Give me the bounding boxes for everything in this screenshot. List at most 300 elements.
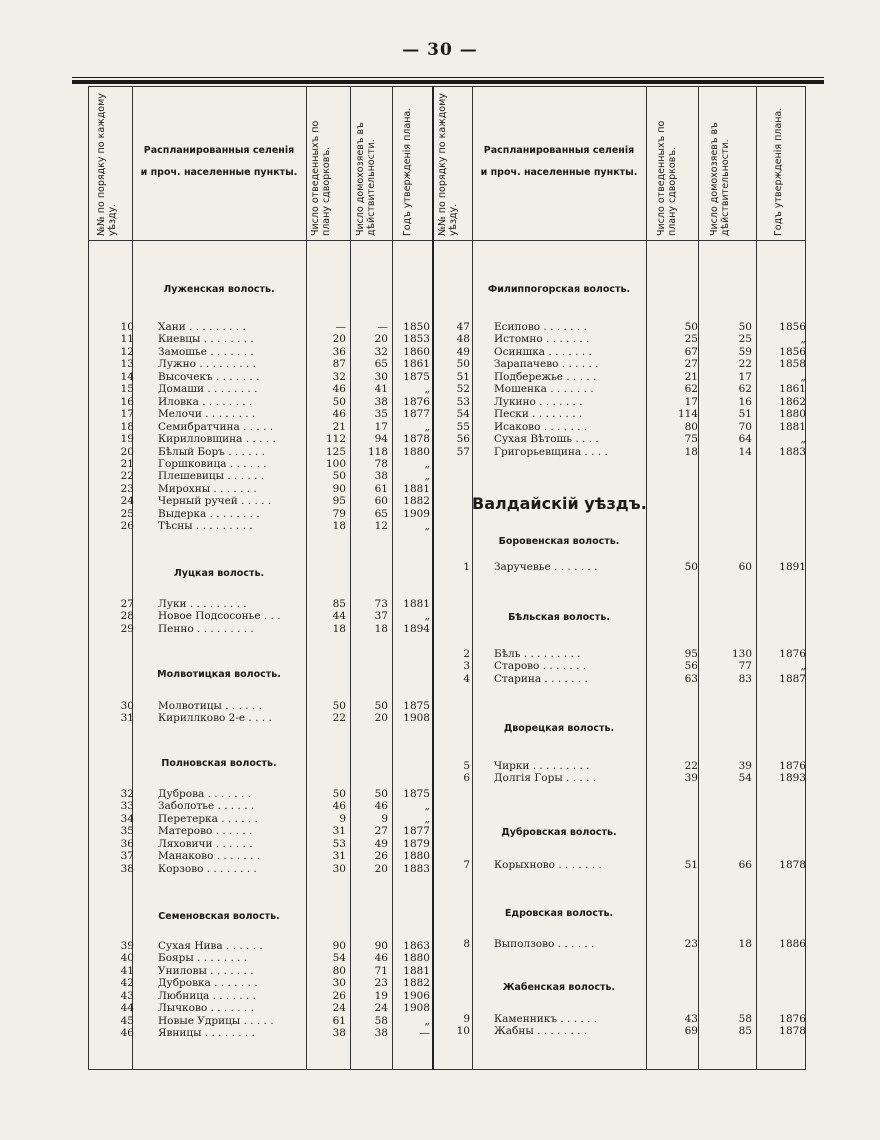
- col-divider: [646, 86, 647, 1070]
- households-count: 51: [738, 408, 752, 421]
- plots-count: 32: [332, 370, 346, 383]
- plots-count: 95: [332, 495, 346, 508]
- households-count: 37: [374, 610, 388, 623]
- row-number: 3: [463, 660, 470, 673]
- settlement-name: Лужно . . . . . . . . .: [158, 358, 256, 371]
- row-number: 2: [463, 648, 470, 660]
- row-number: 54: [456, 408, 470, 421]
- plots-count: 75: [684, 433, 698, 446]
- settlement-name: Горшковица . . . . . .: [158, 457, 267, 470]
- settlement-name: Семибратчина . . . . .: [158, 420, 274, 433]
- households-count: 71: [374, 964, 388, 977]
- row-number: 20: [120, 445, 134, 458]
- plots-count: 25: [684, 333, 698, 346]
- plan-year: 1893: [779, 772, 806, 785]
- settlement-name: Домаши . . . . . . . .: [158, 383, 258, 396]
- col-divider: [698, 86, 699, 1070]
- row-number: 31: [120, 712, 134, 725]
- households-count: 14: [738, 445, 752, 458]
- row-number: 14: [120, 370, 134, 383]
- settlement-name: Выползово . . . . . .: [494, 938, 595, 950]
- settlement-name: Перетерка . . . . . .: [158, 812, 258, 825]
- households-count: 38: [374, 1027, 388, 1040]
- section-title: Дворецкая волость.: [503, 723, 615, 734]
- row-number: 11: [120, 333, 134, 346]
- settlement-name: Заболотье . . . . . .: [158, 800, 255, 813]
- settlement-name: Матерово . . . . . .: [158, 825, 253, 838]
- plan-year: „: [424, 812, 430, 825]
- plan-year: 1881: [403, 482, 430, 495]
- top-rule-thick: [72, 80, 824, 84]
- households-count: 66: [738, 859, 752, 871]
- plan-year: 1876: [403, 395, 430, 408]
- settlement-name: Чирки . . . . . . . . .: [494, 760, 590, 772]
- settlement-name: Луки . . . . . . . . .: [158, 598, 247, 610]
- settlement-name: Черный ручей . . . . .: [158, 495, 272, 508]
- settlement-name: Выдерка . . . . . . . .: [158, 507, 260, 520]
- settlement-name: Плешевицы . . . . . .: [158, 470, 265, 483]
- plan-year: 1909: [403, 507, 430, 520]
- households-count: 59: [738, 345, 752, 358]
- plan-year: —: [419, 1027, 430, 1040]
- settlement-name: Кирилловщина . . . . .: [158, 433, 276, 446]
- households-count: 20: [374, 333, 388, 346]
- row-number: 8: [463, 938, 470, 950]
- plan-year: „: [800, 660, 806, 673]
- households-count: 26: [374, 850, 388, 863]
- plots-count: —: [335, 321, 346, 333]
- header-year: Годъ утвержденія плана.: [402, 107, 413, 236]
- plots-count: 46: [332, 383, 346, 396]
- row-number: 25: [120, 507, 134, 520]
- plots-count: 63: [684, 672, 698, 685]
- households-count: 41: [374, 383, 388, 396]
- row-number: 44: [120, 1002, 134, 1015]
- plan-year: 1875: [403, 700, 430, 712]
- header-year: Годъ утвержденія плана.: [773, 107, 784, 236]
- row-number: 13: [120, 358, 134, 371]
- plots-count: 38: [332, 1027, 346, 1040]
- row-number: 1: [463, 561, 470, 573]
- households-count: 70: [738, 420, 752, 433]
- plan-year: „: [800, 333, 806, 346]
- plots-count: 67: [684, 345, 698, 358]
- settlement-name: Пески . . . . . . . .: [494, 408, 583, 421]
- col-divider: [756, 86, 757, 1070]
- row-number: 10: [456, 1025, 470, 1038]
- plots-count: 44: [332, 610, 346, 623]
- plots-count: 26: [332, 989, 346, 1002]
- row-number: 6: [463, 772, 470, 785]
- settlement-name: Дуброва . . . . . . .: [158, 788, 251, 800]
- row-number: 39: [120, 940, 134, 952]
- plots-count: 21: [332, 420, 346, 433]
- plots-count: 112: [325, 433, 346, 446]
- plots-count: 31: [332, 825, 346, 838]
- plan-year: „: [424, 800, 430, 813]
- settlement-name: Кириллково 2-е . . . .: [158, 712, 272, 725]
- plan-year: „: [424, 457, 430, 470]
- settlement-name: Есипово . . . . . . .: [494, 321, 587, 333]
- plan-year: 1878: [779, 1025, 806, 1038]
- row-number: 34: [120, 812, 134, 825]
- section-title: Семеновская волость.: [158, 911, 280, 922]
- row-number: 21: [120, 457, 134, 470]
- households-count: —: [377, 321, 388, 333]
- settlement-name: Униловы . . . . . . .: [158, 964, 254, 977]
- row-number: 49: [456, 345, 470, 358]
- section-title: Дубровская волость.: [501, 827, 617, 838]
- households-count: 9: [381, 812, 388, 825]
- plan-year: 1850: [403, 321, 430, 333]
- settlement-name: Киевцы . . . . . . . .: [158, 333, 254, 346]
- header-households: Число домохозяевъ въ дѣйствительности.: [709, 122, 731, 236]
- row-number: 15: [120, 383, 134, 396]
- plan-year: 1858: [779, 358, 806, 371]
- plan-year: 1875: [403, 788, 430, 800]
- settlement-name: Зарапачево . . . . . .: [494, 358, 599, 371]
- plots-count: 27: [684, 358, 698, 371]
- plan-year: 1878: [779, 859, 806, 871]
- row-number: 47: [456, 321, 470, 333]
- row-number: 7: [463, 859, 470, 871]
- households-count: 61: [374, 482, 388, 495]
- households-count: 58: [738, 1013, 752, 1025]
- header-names: Распланированныя селенія и проч. населенные пункты.: [140, 145, 298, 178]
- row-number: 4: [463, 672, 470, 685]
- settlement-name: Мелочи . . . . . . . .: [158, 408, 256, 421]
- plan-year: 1853: [403, 333, 430, 346]
- settlement-name: Подбережье . . . . .: [494, 370, 597, 383]
- row-number: 36: [120, 837, 134, 850]
- settlement-name: Григорьевщина . . . .: [494, 445, 608, 458]
- households-count: 90: [374, 940, 388, 952]
- plan-year: 1878: [403, 433, 430, 446]
- settlement-name: Явницы . . . . . . . .: [158, 1027, 255, 1040]
- households-count: 46: [374, 800, 388, 813]
- plan-year: 1877: [403, 408, 430, 421]
- row-number: 38: [120, 862, 134, 875]
- plan-year: 1906: [403, 989, 430, 1002]
- plots-count: 43: [684, 1013, 698, 1025]
- plan-year: „: [424, 383, 430, 396]
- plots-count: 90: [332, 482, 346, 495]
- settlement-name: Исаково . . . . . . .: [494, 420, 588, 433]
- row-number: 24: [120, 495, 134, 508]
- households-count: 18: [374, 622, 388, 635]
- plan-year: 1883: [403, 862, 430, 875]
- row-number: 12: [120, 345, 134, 358]
- plan-year: 1891: [779, 561, 806, 573]
- row-number: 33: [120, 800, 134, 813]
- plots-count: 50: [332, 700, 346, 712]
- row-number: 17: [120, 408, 134, 421]
- settlement-name: Бѣлый Боръ . . . . . .: [158, 445, 265, 458]
- plan-year: 1881: [403, 964, 430, 977]
- households-count: 27: [374, 825, 388, 838]
- plan-year: 1856: [779, 321, 806, 333]
- plan-year: 1875: [403, 370, 430, 383]
- top-rule-thin: [72, 77, 824, 78]
- plan-year: 1886: [779, 938, 806, 950]
- plan-year: „: [424, 520, 430, 533]
- row-number: 42: [120, 977, 134, 990]
- row-number: 29: [120, 622, 134, 635]
- households-count: 62: [738, 383, 752, 396]
- header-households: Число домохозяевъ въ дѣйствительности.: [355, 122, 377, 236]
- households-count: 16: [738, 395, 752, 408]
- plan-year: 1880: [403, 850, 430, 863]
- households-count: 78: [374, 457, 388, 470]
- plan-year: „: [800, 370, 806, 383]
- plots-count: 18: [332, 622, 346, 635]
- section-title: Луженская волость.: [163, 284, 275, 295]
- row-number: 18: [120, 420, 134, 433]
- settlement-name: Мирохны . . . . . . .: [158, 482, 257, 495]
- plots-count: 54: [332, 952, 346, 965]
- plots-count: 18: [684, 445, 698, 458]
- settlement-name: Бояры . . . . . . . .: [158, 952, 248, 965]
- settlement-name: Долгія Горы . . . . .: [494, 772, 597, 785]
- households-count: 46: [374, 952, 388, 965]
- header-plots: Число отведенныхъ по плану сдворковъ.: [310, 120, 332, 236]
- plots-count: 85: [332, 598, 346, 610]
- row-number: 10: [120, 321, 134, 333]
- plots-count: 30: [332, 862, 346, 875]
- households-count: 64: [738, 433, 752, 446]
- col-divider: [306, 86, 307, 1070]
- header-seq: №№ по порядку по каждому уѣзду.: [437, 93, 459, 236]
- households-count: 73: [374, 598, 388, 610]
- plan-year: 1876: [779, 1013, 806, 1025]
- col-divider: [472, 86, 473, 1070]
- households-count: 30: [374, 370, 388, 383]
- row-number: 40: [120, 952, 134, 965]
- households-count: 50: [738, 321, 752, 333]
- row-number: 45: [120, 1014, 134, 1027]
- households-count: 20: [374, 862, 388, 875]
- row-number: 53: [456, 395, 470, 408]
- plots-count: 36: [332, 345, 346, 358]
- plan-year: 1881: [403, 598, 430, 610]
- plots-count: 18: [332, 520, 346, 533]
- section-title: Боровенская волость.: [498, 536, 620, 547]
- row-number: 23: [120, 482, 134, 495]
- plots-count: 22: [684, 760, 698, 772]
- col-divider-middle: [432, 86, 434, 1070]
- plots-count: 50: [332, 395, 346, 408]
- header-seq: №№ по порядку по каждому уѣзду.: [96, 93, 118, 236]
- section-title: Жабенская волость.: [502, 982, 616, 993]
- households-count: 118: [367, 445, 388, 458]
- households-count: 32: [374, 345, 388, 358]
- households-count: 20: [374, 712, 388, 725]
- header-plots: Число отведенныхъ по плану сдворковъ.: [656, 120, 678, 236]
- households-count: 25: [738, 333, 752, 346]
- households-count: 94: [374, 433, 388, 446]
- settlement-name: Манаково . . . . . . .: [158, 850, 261, 863]
- plots-count: 31: [332, 850, 346, 863]
- settlement-name: Жабны . . . . . . . .: [494, 1025, 588, 1038]
- settlement-name: Осиншка . . . . . . .: [494, 345, 592, 358]
- households-count: 58: [374, 1014, 388, 1027]
- plots-count: 21: [684, 370, 698, 383]
- plan-year: 1882: [403, 495, 430, 508]
- households-count: 65: [374, 507, 388, 520]
- settlement-name: Дубровка . . . . . . .: [158, 977, 258, 990]
- page-number: — 30 —: [402, 40, 478, 60]
- plots-count: 90: [332, 940, 346, 952]
- col-divider: [350, 86, 351, 1070]
- row-number: 26: [120, 520, 134, 533]
- plan-year: „: [424, 470, 430, 483]
- households-count: 49: [374, 837, 388, 850]
- plots-count: 79: [332, 507, 346, 520]
- households-count: 77: [738, 660, 752, 673]
- households-count: 38: [374, 395, 388, 408]
- households-count: 83: [738, 672, 752, 685]
- households-count: 85: [738, 1025, 752, 1038]
- row-number: 35: [120, 825, 134, 838]
- settlement-name: Сухая Нива . . . . . .: [158, 940, 263, 952]
- plots-count: 61: [332, 1014, 346, 1027]
- households-count: 39: [738, 760, 752, 772]
- settlement-name: Высочекъ . . . . . . .: [158, 370, 260, 383]
- section-title: Бѣльская волость.: [508, 612, 610, 623]
- plan-year: 1880: [403, 952, 430, 965]
- settlement-name: Старово . . . . . . .: [494, 660, 587, 673]
- row-number: 41: [120, 964, 134, 977]
- header-names: Распланированныя селенія и проч. населенные пункты.: [480, 145, 638, 178]
- households-count: 19: [374, 989, 388, 1002]
- plan-year: 1882: [403, 977, 430, 990]
- plan-year: 1860: [403, 345, 430, 358]
- settlement-name: Старина . . . . . . .: [494, 672, 588, 685]
- households-count: 12: [374, 520, 388, 533]
- plan-year: 1908: [403, 712, 430, 725]
- plots-count: 69: [684, 1025, 698, 1038]
- settlement-name: Ляховичи . . . . . .: [158, 837, 253, 850]
- plan-year: 1908: [403, 1002, 430, 1015]
- row-number: 52: [456, 383, 470, 396]
- plots-count: 30: [332, 977, 346, 990]
- settlement-name: Заручевье . . . . . . .: [494, 561, 598, 573]
- plots-count: 50: [684, 321, 698, 333]
- households-count: 23: [374, 977, 388, 990]
- plots-count: 17: [684, 395, 698, 408]
- settlement-name: Корыхново . . . . . . .: [494, 859, 602, 871]
- plots-count: 53: [332, 837, 346, 850]
- settlement-name: Лукино . . . . . . .: [494, 395, 583, 408]
- row-number: 27: [120, 598, 134, 610]
- row-number: 51: [456, 370, 470, 383]
- plan-year: 1894: [403, 622, 430, 635]
- row-number: 30: [120, 700, 134, 712]
- plots-count: 22: [332, 712, 346, 725]
- row-number: 50: [456, 358, 470, 371]
- row-number: 43: [120, 989, 134, 1002]
- plan-year: „: [424, 1014, 430, 1027]
- plan-year: 1876: [779, 760, 806, 772]
- plan-year: 1879: [403, 837, 430, 850]
- row-number: 37: [120, 850, 134, 863]
- settlement-name: Хани . . . . . . . . .: [158, 321, 246, 333]
- plots-count: 87: [332, 358, 346, 371]
- plots-count: 50: [684, 561, 698, 573]
- plan-year: 1877: [403, 825, 430, 838]
- households-count: 35: [374, 408, 388, 421]
- settlement-name: Иловка . . . . . . . .: [158, 395, 253, 408]
- plots-count: 50: [332, 788, 346, 800]
- settlement-name: Мошенка . . . . . . .: [494, 383, 594, 396]
- section-title: Едровская волость.: [504, 908, 614, 919]
- plan-year: 1863: [403, 940, 430, 952]
- plots-count: 46: [332, 408, 346, 421]
- row-number: 28: [120, 610, 134, 623]
- plots-count: 56: [684, 660, 698, 673]
- section-title: Филиппогорская волость.: [487, 284, 631, 295]
- plan-year: 1861: [403, 358, 430, 371]
- households-count: 60: [738, 561, 752, 573]
- row-number: 48: [456, 333, 470, 346]
- plan-year: „: [424, 420, 430, 433]
- row-number: 55: [456, 420, 470, 433]
- settlement-name: Каменникъ . . . . . .: [494, 1013, 598, 1025]
- settlement-name: Молвотицы . . . . . .: [158, 700, 262, 712]
- plots-count: 62: [684, 383, 698, 396]
- plan-year: 1887: [779, 672, 806, 685]
- households-count: 38: [374, 470, 388, 483]
- plan-year: 1856: [779, 345, 806, 358]
- households-count: 17: [738, 370, 752, 383]
- plots-count: 51: [684, 859, 698, 871]
- plots-count: 24: [332, 1002, 346, 1015]
- plots-count: 80: [684, 420, 698, 433]
- plan-year: 1876: [779, 648, 806, 660]
- section-title: Полновская волость.: [161, 758, 277, 769]
- settlement-name: Лычково . . . . . . .: [158, 1002, 254, 1015]
- households-count: 50: [374, 788, 388, 800]
- households-count: 65: [374, 358, 388, 371]
- plan-year: 1862: [779, 395, 806, 408]
- households-count: 18: [738, 938, 752, 950]
- row-number: 9: [463, 1013, 470, 1025]
- plots-count: 100: [325, 457, 346, 470]
- row-number: 56: [456, 433, 470, 446]
- settlement-name: Любница . . . . . . .: [158, 989, 256, 1002]
- households-count: 130: [731, 648, 752, 660]
- district-title: Валдайскій уѣздъ.: [472, 494, 647, 513]
- households-count: 60: [374, 495, 388, 508]
- section-title: Луцкая волость.: [173, 568, 265, 579]
- row-number: 5: [463, 760, 470, 772]
- plan-year: 1880: [779, 408, 806, 421]
- plan-year: 1880: [403, 445, 430, 458]
- plots-count: 50: [332, 470, 346, 483]
- plan-year: 1883: [779, 445, 806, 458]
- settlement-name: Сухая Вѣтошь . . . .: [494, 433, 599, 446]
- plan-year: 1881: [779, 420, 806, 433]
- settlement-name: Пенно . . . . . . . . .: [158, 622, 254, 635]
- plots-count: 46: [332, 800, 346, 813]
- plan-year: „: [424, 610, 430, 623]
- settlement-name: Тѣсны . . . . . . . . .: [158, 520, 253, 533]
- households-count: 22: [738, 358, 752, 371]
- settlement-name: Истомно . . . . . . .: [494, 333, 590, 346]
- plots-count: 39: [684, 772, 698, 785]
- households-count: 17: [374, 420, 388, 433]
- settlement-name: Новые Удрицы . . . . .: [158, 1014, 274, 1027]
